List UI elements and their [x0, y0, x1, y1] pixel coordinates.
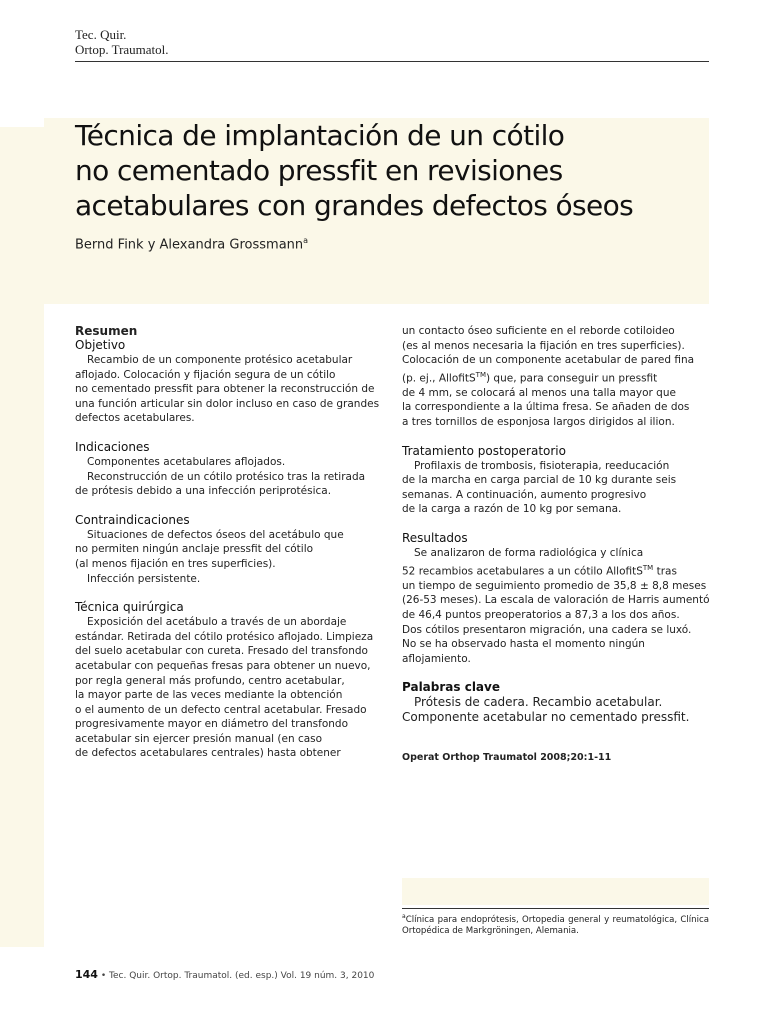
- text-line: Componentes acetabulares aflojados.: [87, 455, 286, 468]
- text-line: Profilaxis de trombosis, fisioterapia, reeducación: [414, 459, 670, 472]
- palabras-clave-heading: Palabras clave: [402, 680, 500, 695]
- text-line: Se analizaron de forma radiológica y clínica: [414, 547, 644, 560]
- text-segment: ) que, para conseguir un pressfit: [486, 372, 658, 385]
- contraindicaciones-text: [75, 528, 387, 586]
- text-line: estándar. Retirada del cótilo protésico aflojado. Limpieza: [75, 630, 374, 643]
- text-line: Componente acetabular no cementado pressfit.: [402, 710, 690, 725]
- text-line: defectos acetabulares.: [75, 412, 195, 425]
- text-line: no permiten ningún anclaje pressfit del cótilo: [75, 543, 314, 556]
- text-line: Colocación de un componente acetabular de pared fina: [402, 354, 695, 367]
- postoperatorio-text: [402, 459, 712, 517]
- text-line: Situaciones de defectos óseos del acetábulo que: [87, 528, 344, 541]
- objetivo-text: [75, 353, 387, 426]
- text-line: aflojamiento.: [402, 652, 471, 665]
- text-line: la correspondiente a la última fresa. Se añaden de dos: [402, 401, 690, 414]
- text-segment: tras: [653, 565, 677, 578]
- journal-line-1: Tec. Quir.: [75, 27, 127, 42]
- text-line: progresivamente mayor en diámetro del transfondo: [75, 718, 348, 731]
- text-line: a tres tornillos de esponjosa largos dirigidos al ilion.: [402, 416, 675, 429]
- text-line: de la carga a razón de 10 kg por semana.: [402, 503, 622, 516]
- text-line: la mayor parte de las veces mediante la obtención: [75, 689, 343, 702]
- footer-bullet: •: [100, 971, 107, 981]
- bottom-background-band: [402, 878, 709, 905]
- text-line: aflojado. Colocación y fijación segura de un cótilo: [75, 368, 336, 381]
- contraindicaciones-heading: Contraindicaciones: [75, 512, 190, 527]
- text-line: de la marcha en carga parcial de 10 kg durante seis: [402, 474, 677, 487]
- text-line: Dos cótilos presentaron migración, una cadera se luxó.: [402, 623, 692, 636]
- indicaciones-heading: Indicaciones: [75, 439, 150, 454]
- article-authors: [75, 236, 308, 252]
- text-line: (es al menos necesaria la fijación en tres superficies).: [402, 339, 685, 352]
- text-line: por regla general más profundo, centro acetabular,: [75, 674, 345, 687]
- footnote-mark: a: [402, 913, 406, 920]
- abstract-left-column: [75, 324, 387, 761]
- journal-name: [75, 27, 169, 57]
- text-line: de 4 mm, se colocará al menos una talla mayor que: [402, 386, 676, 399]
- text-line: Recambio de un componente protésico acetabular: [87, 354, 353, 366]
- footnote-rule: [402, 908, 709, 909]
- text-line: No se ha observado hasta el momento ningún: [402, 638, 645, 651]
- text-line: acetabular sin ejercer presión manual (en caso: [75, 732, 323, 745]
- text-line: [402, 561, 712, 579]
- text-line: Prótesis de cadera. Recambio acetabular.: [414, 695, 663, 710]
- text-line: Infección persistente.: [87, 572, 201, 585]
- author-affiliation-mark: a: [303, 236, 309, 245]
- text-line: de 46,4 puntos preoperatorios a 87,3 a los dos años.: [402, 608, 680, 621]
- title-line: no cementado pressfit en revisiones: [75, 154, 563, 187]
- text-line: de prótesis debido a una infección periprotésica.: [75, 485, 332, 498]
- resumen-heading: Resumen: [75, 324, 138, 338]
- abstract-right-column: [402, 324, 712, 766]
- text-line: no cementado pressfit para obtener la reconstrucción de: [75, 383, 375, 396]
- text-line: (26-53 meses). La escala de valoración de Harris aumentó: [402, 594, 710, 607]
- tecnica-text: [75, 615, 387, 761]
- trademark-mark: TM: [475, 370, 486, 379]
- tecnica-continued-text: [402, 324, 712, 430]
- text-line: del suelo acetabular con cureta. Fresado del transfondo: [75, 645, 368, 658]
- citation: Operat Orthop Traumatol 2008;20:1-11: [402, 752, 612, 764]
- title-line: acetabulares con grandes defectos óseos: [75, 189, 634, 222]
- text-line: acetabular con pequeñas fresas para obtener un nuevo,: [75, 659, 371, 672]
- text-line: o el aumento de un defecto central acetabular. Fresado: [75, 703, 367, 716]
- text-line: un tiempo de seguimiento promedio de 35,8 ± 8,8 meses: [402, 579, 707, 592]
- text-line: [402, 368, 712, 386]
- side-background-band: [0, 127, 44, 947]
- palabras-clave-text: [402, 695, 712, 725]
- authors-names: Bernd Fink y Alexandra Grossmann: [75, 237, 304, 253]
- header-rule: [75, 61, 709, 62]
- resultados-text: [402, 546, 712, 666]
- text-line: semanas. A continuación, aumento progresivo: [402, 488, 647, 501]
- text-line: Reconstrucción de un cótilo protésico tras la retirada: [87, 470, 366, 483]
- text-line: una función articular sin dolor incluso en caso de grandes: [75, 397, 380, 410]
- text-line: (al menos fijación en tres superficies).: [75, 557, 276, 570]
- text-line: Exposición del acetábulo a través de un abordaje: [87, 616, 347, 629]
- title-line: Técnica de implantación de un cótilo: [75, 119, 565, 152]
- tecnica-heading: Técnica quirúrgica: [75, 600, 184, 615]
- page-footer: [75, 968, 374, 981]
- journal-line-2: Ortop. Traumatol.: [75, 42, 169, 57]
- footer-journal-ref: Tec. Quir. Ortop. Traumatol. (ed. esp.) Vol. 19 núm. 3, 2010: [109, 971, 375, 981]
- text-line: un contacto óseo suficiente en el reborde cotiloideo: [402, 325, 675, 337]
- objetivo-heading: Objetivo: [75, 338, 126, 352]
- trademark-mark: TM: [642, 563, 654, 572]
- text-segment: (p. ej., AllofitS: [402, 372, 476, 385]
- article-title: [75, 118, 705, 223]
- resultados-heading: Resultados: [402, 531, 468, 546]
- text-segment: 52 recambios acetabulares a un cótilo AllofitS: [402, 565, 643, 578]
- text-line: de defectos acetabulares centrales) hasta obtener: [75, 747, 341, 760]
- indicaciones-text: [75, 455, 387, 499]
- footnote-text: Clínica para endoprótesis, Ortopedia general y reumatológica, Clínica Ortopédica de Markgröningen, Alemania.: [402, 914, 709, 936]
- page-number: 144: [75, 968, 98, 981]
- affiliation-footnote: [402, 911, 709, 937]
- postoperatorio-heading: Tratamiento postoperatorio: [402, 443, 566, 458]
